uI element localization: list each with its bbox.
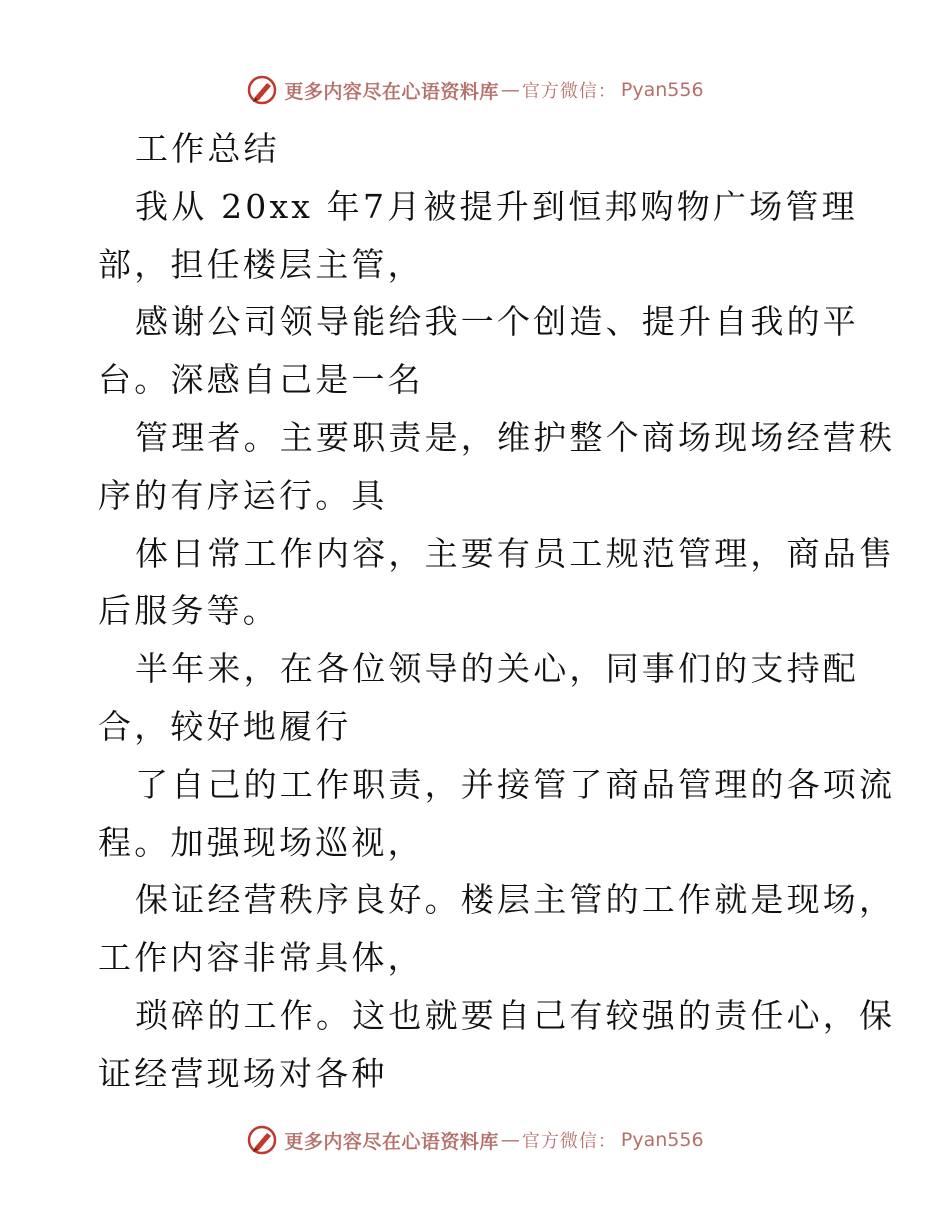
- paragraph-line: 我从 20xx 年7月被提升到恒邦购物广场管理: [135, 186, 858, 226]
- banner-wechat-label: 官方微信：: [521, 81, 617, 102]
- paragraph-line: 后服务等。: [98, 591, 279, 631]
- paragraph-line: 合，较好地履行: [98, 706, 352, 746]
- paragraph-line: 保证经营秩序良好。楼层主管的工作就是现场，: [135, 880, 896, 920]
- paragraph-line: 体日常工作内容，主要有员工规范管理，商品售: [135, 533, 896, 573]
- paragraph-line: 管理者。主要职责是，维护整个商场现场经营秩: [135, 417, 896, 457]
- document-body: [98, 120, 896, 1103]
- paragraph-line: 序的有序运行。具: [98, 475, 388, 515]
- paragraph-line: 程。加强现场巡视，: [98, 822, 424, 862]
- banner-wechat-id: Pyan556: [620, 79, 704, 101]
- footer-banner: [0, 1120, 950, 1160]
- banner-dash: —: [500, 79, 520, 101]
- header-banner: [0, 70, 950, 110]
- paragraph-line: 证经营现场对各种: [98, 1053, 388, 1093]
- banner-wechat-label: 官方微信：: [521, 1131, 617, 1152]
- banner-main-text: 更多内容尽在心语资料库: [284, 80, 499, 103]
- paragraph-line: 琐碎的工作。这也就要自己有较强的责任心，保: [135, 995, 896, 1035]
- banner-wechat-id: Pyan556: [620, 1129, 704, 1151]
- paragraph-line: 部，担任楼层主管，: [98, 244, 424, 284]
- paragraph-line: 了自己的工作职责，并接管了商品管理的各项流: [135, 764, 896, 804]
- pen-logo-icon: [246, 74, 278, 106]
- paragraph-line: 工作内容非常具体，: [98, 938, 424, 978]
- paragraph-line: 台。深感自己是一名: [98, 360, 424, 400]
- banner-dash: —: [500, 1129, 520, 1151]
- banner-main-text: 更多内容尽在心语资料库: [284, 1130, 499, 1153]
- pen-logo-icon: [246, 1124, 278, 1156]
- paragraph-line: 半年来，在各位领导的关心，同事们的支持配: [135, 649, 859, 689]
- paragraph-line: 感谢公司领导能给我一个创造、提升自我的平: [135, 302, 859, 342]
- doc-title: 工作总结: [135, 129, 280, 168]
